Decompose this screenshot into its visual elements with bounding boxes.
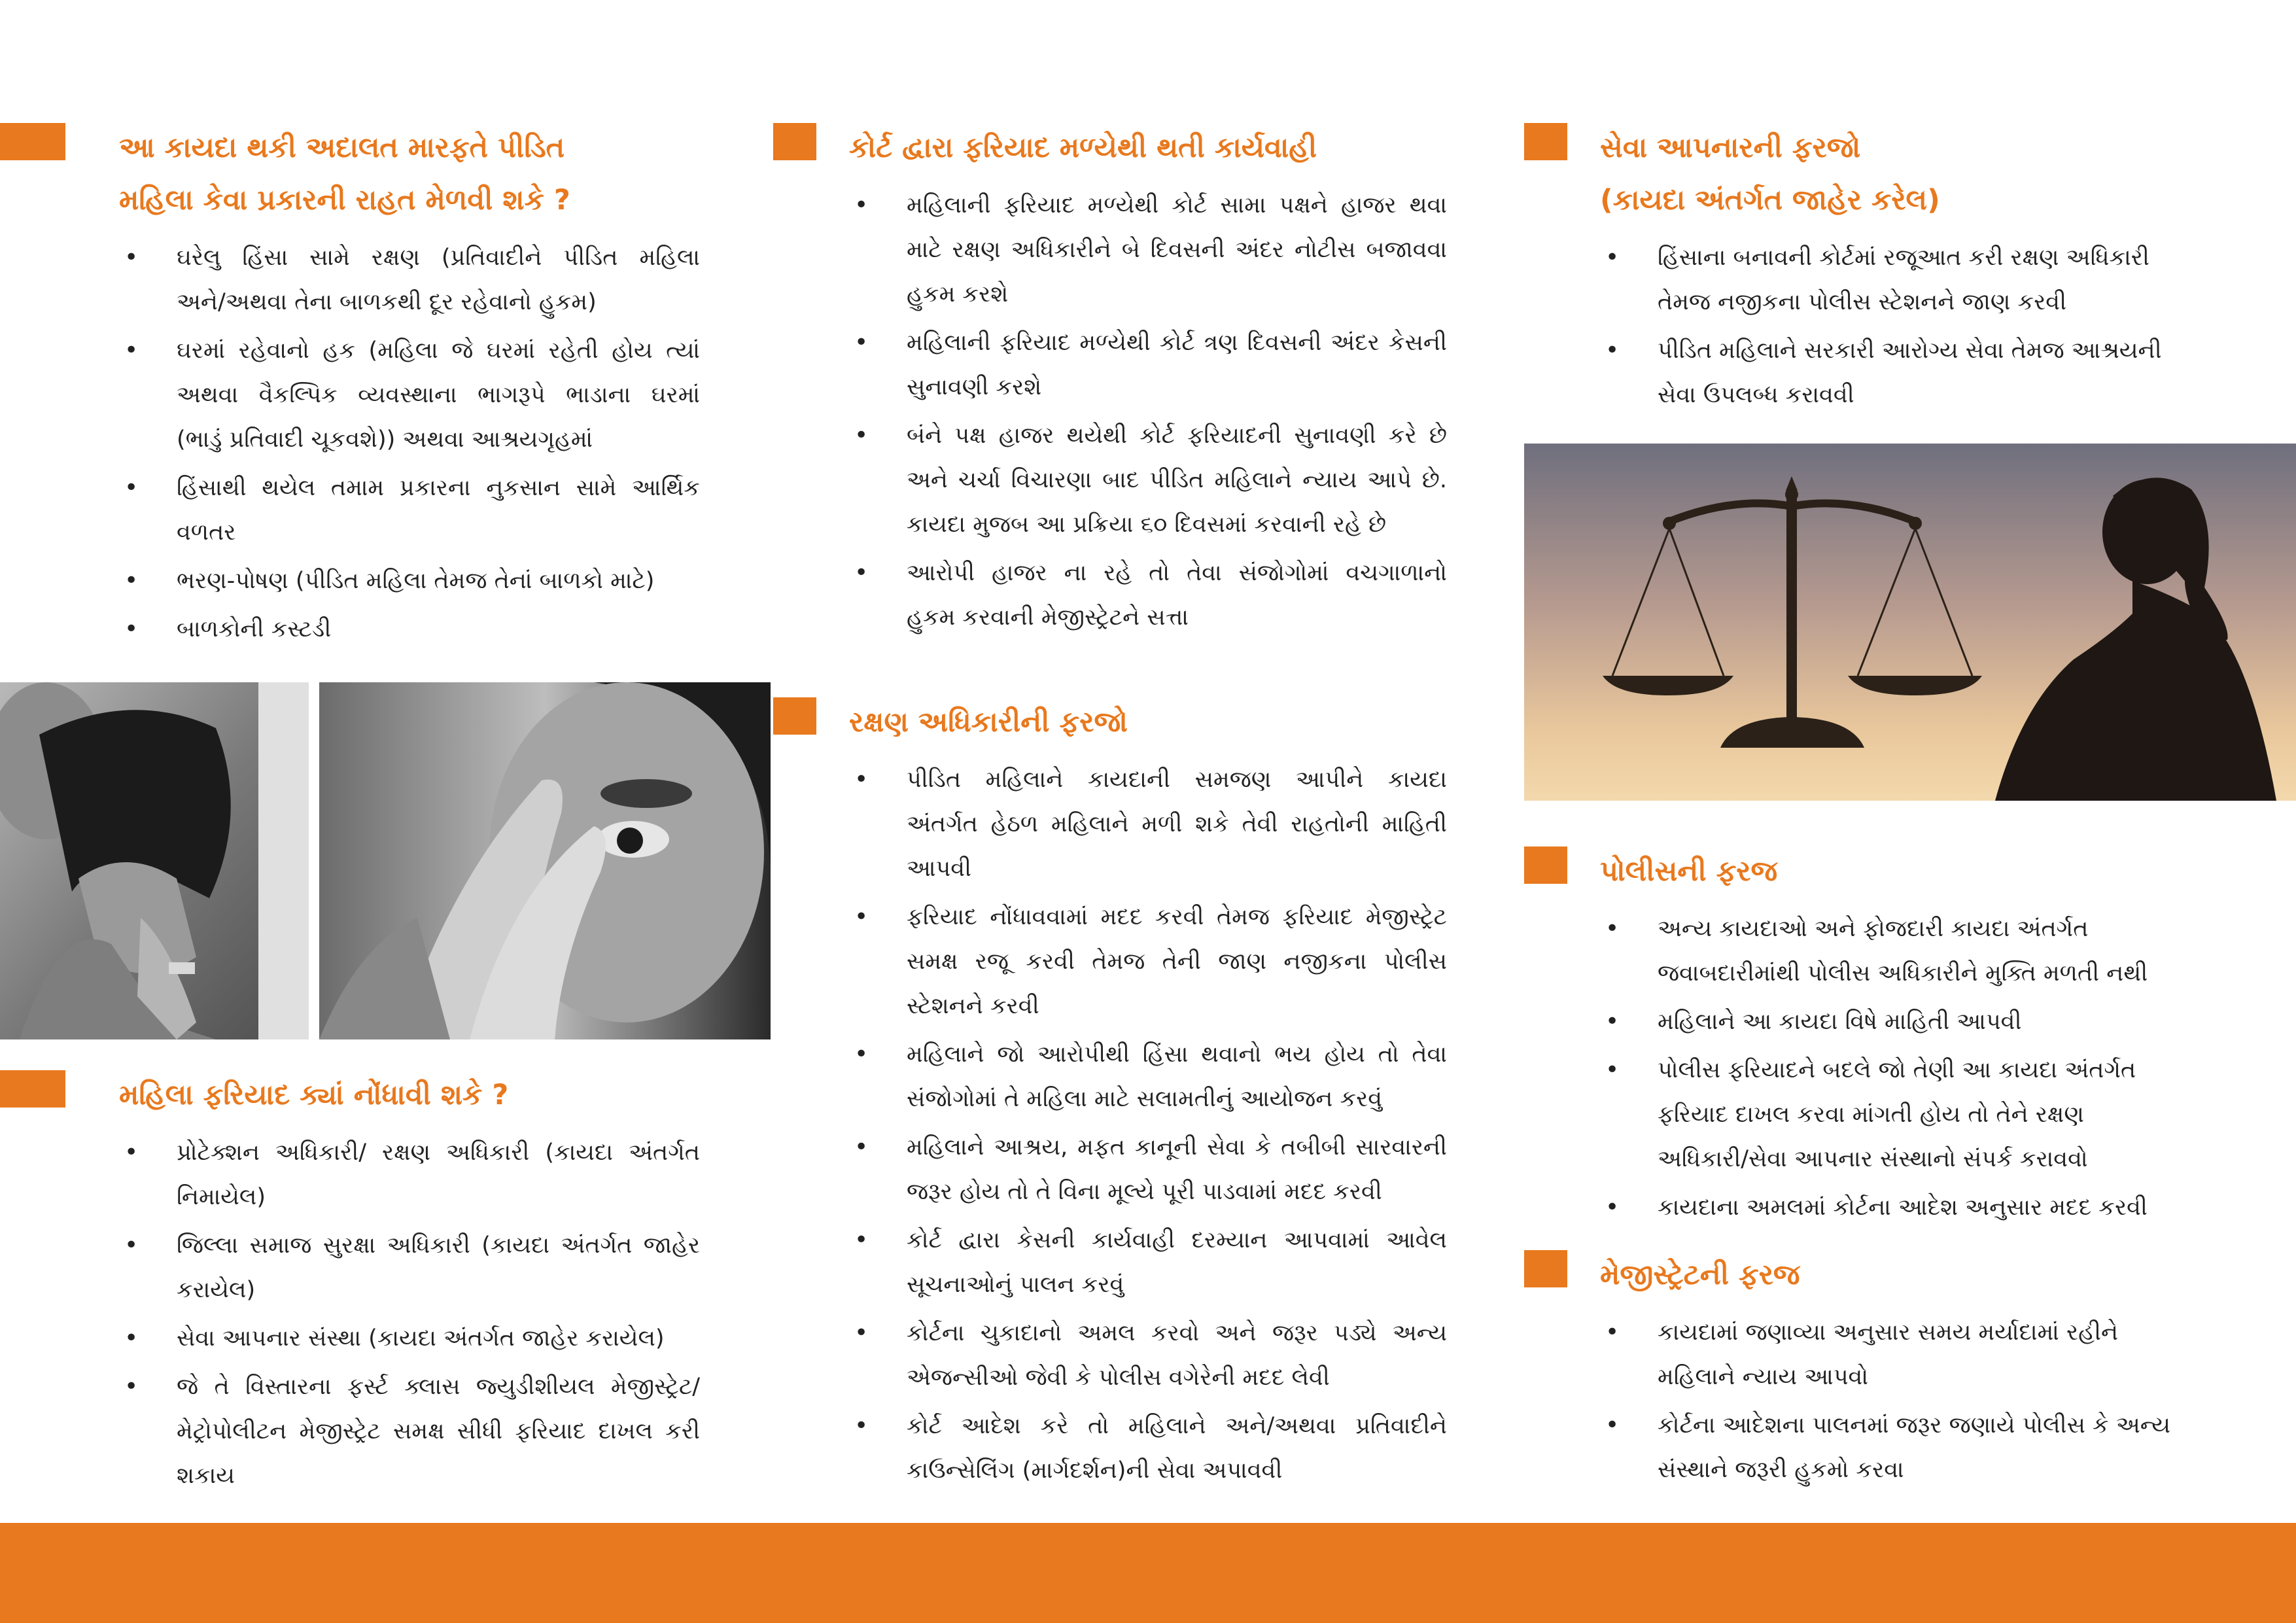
bullet-list [1600,1310,2185,1492]
list-item-line: નિમાયેલ) [177,1184,266,1210]
heading-line: કોર્ટ દ્વારા ફરિયાદ મળ્યેથી થતી કાર્યવાહી [849,131,1317,164]
section-protection-officer [773,696,1447,1497]
list-item-line: • સેવા આપનાર સંસ્થા (કાયદા અંતર્ગત જાહેર કરાયેલ) [177,1325,665,1352]
heading-text [849,696,1447,748]
list-item-line: • જે તે વિસ્તારના ફર્સ્ટ ક્લાસ જ્યુડીશીયલ મેજીસ્ટ્રેટ/ [177,1374,700,1400]
list-item-line: કરાયેલ) [177,1277,256,1303]
heading-marker [1524,1250,1567,1287]
list-item-line: • પીડિત મહિલાને સરકારી આરોગ્ય સેવા તેમજ આશ્રયની [1658,338,2162,364]
section-heading [0,122,700,226]
list-item-line: • બાળકોની કસ્ટડી [177,616,332,642]
list-item-line: સંસ્થાને જરૂરી હુકમો કરવા [1658,1457,1904,1483]
section-heading [1524,845,2185,898]
list-item-line: • પોલીસ ફરિયાદને બદલે જો તેણી આ કાયદા અંતર્ગત [1658,1057,2136,1083]
list-item [119,466,700,555]
list-item [119,559,700,603]
list-item-line: હુકમ કરવાની મેજીસ્ટ્રેટને સત્તા [907,604,1189,631]
list-item [1600,328,2185,417]
heading-text [119,122,700,226]
list-item-line: મેટ્રોપોલીટન મેજીસ્ટ્રેટ સમક્ષ સીધી ફરિયાદ દાખલ કરી [177,1418,700,1444]
list-item-line: • આરોપી હાજર ના રહે તો તેવા સંજોગોમાં વચગાળાનો [907,560,1447,586]
list-item-line: • મહિલાને આ કાયદા વિષે માહિતી આપવી [1658,1009,2022,1035]
list-item-line: વળતર [177,519,236,546]
heading-marker [1524,123,1567,160]
list-item-line: ફરિયાદ દાખલ કરવા માંગતી હોય તો તેને રક્ષણ [1658,1102,2084,1128]
list-item-line: સૂચનાઓનું પાલન કરવું [907,1272,1124,1298]
section-court-procedure [773,122,1447,644]
list-item-line: સુનાવણી કરશે [907,374,1042,400]
list-item-line: જરૂર હોય તો તે વિના મૂલ્યે પૂરી પાડવામાં મદદ કરવી [907,1179,1382,1205]
list-item-line: (ભાડું પ્રતિવાદી ચૂકવશે)) અથવા આશ્રયગૃહમાં [177,427,593,453]
footer-bar [0,1523,2296,1623]
list-item-line: કાયદા મુજબ આ પ્રક્રિયા ૬૦ દિવસમાં કરવાની રહે છે [907,512,1387,538]
heading-line: આ કાયદા થકી અદાલત મારફતે પીડિત [119,131,565,164]
list-item-line: • ઘરેલુ હિંસા સામે રક્ષણ (પ્રતિવાદીને પીડિત મહિલા [177,245,700,271]
bullet-list [119,1130,700,1498]
list-item [849,1404,1447,1493]
list-item-line: • બંને પક્ષ હાજર થયેથી કોર્ટ ફરિયાદની સુનાવણી કરે છે [907,423,1447,449]
heading-text [1600,1249,2185,1301]
list-item [1600,907,2185,996]
heading-line: (કાયદા અંતર્ગત જાહેર કરેલ) [1600,184,1940,217]
list-item-line: શકાય [177,1463,235,1489]
list-item-line: • પીડિત મહિલાને કાયદાની સમજણ આપીને કાયદા [907,767,1447,793]
list-item-line: અને/અથવા તેના બાળકથી દૂર રહેવાનો હુકમ) [177,289,597,315]
heading-marker [773,697,816,735]
list-item [849,321,1447,410]
list-item [849,895,1447,1028]
list-item-line: સમક્ષ રજૂ કરવી તેમજ તેની જાણ નજીકના પોલીસ [907,949,1447,975]
heading-text [849,122,1447,174]
woman-face-hands-photo [319,682,771,1039]
list-item-line: સ્ટેશનને કરવી [907,993,1039,1019]
section-heading [0,1069,700,1121]
bullet-list [1600,236,2185,417]
list-item-line: • કાયદાના અમલમાં કોર્ટના આદેશ અનુસાર મદદ કરવી [1658,1195,2148,1221]
list-item [849,551,1447,640]
list-item-line: સેવા ઉપલબ્ધ કરાવવી [1658,382,1854,408]
list-item [119,607,700,652]
woman-crying-photo [0,682,309,1039]
list-item-line: • મહિલાને જો આરોપીથી હિંસા થવાનો ભય હોય તો તેવા [907,1041,1447,1068]
heading-marker [0,1070,65,1108]
woman-crying-image [0,682,309,1039]
justice-scale-image [1524,444,2296,801]
list-item [849,1311,1447,1400]
list-item [1600,1185,2185,1230]
list-item-line: • મહિલાને આશ્રય, મફત કાનૂની સેવા કે તબીબી સારવારની [907,1134,1447,1161]
list-item-line: જવાબદારીમાંથી પોલીસ અધિકારીને મુક્તિ મળતી નથી [1658,960,2148,986]
list-item-line: • મહિલાની ફરિયાદ મળ્યેથી કોર્ટ સામા પક્ષને હાજર થવા [907,192,1447,218]
list-item-line: હુકમ કરશે [907,281,1009,307]
woman-face-image [319,682,771,1039]
heading-line: પોલીસની ફરજ [1600,855,1778,888]
section-heading [1524,122,2185,226]
list-item-line: • ભરણ-પોષણ (પીડિત મહિલા તેમજ તેનાં બાળકો માટે) [177,568,655,594]
section-heading [1524,1249,2185,1301]
list-item [119,1223,700,1312]
justice-scale-silhouette-photo [1524,444,2296,801]
list-item-line: • કોર્ટના આદેશના પાલનમાં જરૂર જણાયે પોલીસ કે અન્ય [1658,1412,2171,1439]
list-item-line: • હિંસાના બનાવની કોર્ટમાં રજૂઆત કરી રક્ષણ અધિકારી [1658,245,2149,271]
heading-marker [1524,846,1567,884]
heading-marker [0,123,65,160]
section-heading [773,696,1447,748]
heading-text [1600,845,2185,898]
list-item-line: • હિંસાથી થયેલ તમામ પ્રકારના નુકસાન સામે આર્થિક [177,475,700,501]
section-relief [0,122,700,655]
list-item-line: અને ચર્ચા વિચારણા બાદ પીડિત મહિલાને ન્યાય આપે છે. [907,467,1447,493]
list-item [119,1130,700,1219]
heading-text [119,1069,700,1121]
list-item [849,1032,1447,1121]
list-item-line: • જિલ્લા સમાજ સુરક્ષા અધિકારી (કાયદા અંતર્ગત જાહેર [177,1232,700,1259]
section-service-provider [1524,122,2185,421]
bullet-list [119,236,700,652]
list-item [849,1218,1447,1307]
list-item [1600,1403,2185,1492]
heading-line: મહિલા ફરિયાદ ક્યાં નોંધાવી શકે ? [119,1079,509,1111]
list-item [1600,236,2185,324]
list-item [849,413,1447,547]
list-item [1600,1048,2185,1181]
bullet-list [1600,907,2185,1230]
list-item-line: • મહિલાની ફરિયાદ મળ્યેથી કોર્ટ ત્રણ દિવસની અંદર કેસની [907,330,1447,356]
list-item-line: • ફરિયાદ નોંધાવવામાં મદદ કરવી તેમજ ફરિયાદ મેજીસ્ટ્રેટ [907,904,1447,930]
list-item-line: • ઘરમાં રહેવાનો હક (મહિલા જે ઘરમાં રહેતી હોય ત્યાં [177,338,700,364]
list-item-line: • પ્રોટેક્શન અધિકારી/ રક્ષણ અધિકારી (કાયદા અંતર્ગત [177,1140,700,1166]
list-item-line: • કોર્ટના ચુકાદાનો અમલ કરવો અને જરૂર પડ્યે અન્ય [907,1320,1447,1346]
list-item-line: • કોર્ટ દ્વારા કેસની કાર્યવાહી દરમ્યાન આપવામાં આવેલ [907,1227,1447,1253]
list-item-line: અંતર્ગત હેઠળ મહિલાને મળી શકે તેવી રાહતોની માહિતી [907,811,1447,837]
section-complaint [0,1069,700,1502]
bullet-list [849,758,1447,1493]
list-item-line: અથવા વૈકલ્પિક વ્યવસ્થાના ભાગરૂપે ભાડાના ઘરમાં [177,382,700,408]
list-item-line: • કોર્ટ આદેશ કરે તો મહિલાને અને/અથવા પ્રતિવાદીને [907,1413,1447,1439]
heading-marker [773,123,816,160]
list-item-line: કાઉન્સેલિંગ (માર્ગદર્શન)ની સેવા અપાવવી [907,1457,1283,1484]
section-heading [773,122,1447,174]
heading-line: મેજીસ્ટ્રેટની ફરજ [1600,1259,1800,1291]
list-item-line: આપવી [907,856,972,882]
list-item [1600,1310,2185,1399]
heading-line: મહિલા કેવા પ્રકારની રાહત મેળવી શકે ? [119,184,570,217]
list-item [119,1316,700,1361]
list-item [1600,1000,2185,1044]
list-item-line: અધિકારી/સેવા આપનાર સંસ્થાનો સંપર્ક કરાવવો [1658,1146,2088,1172]
section-magistrate [1524,1249,2185,1496]
heading-line: સેવા આપનારની ફરજો [1600,131,1861,164]
heading-line: રક્ષણ અધિકારીની ફરજો [849,706,1128,739]
list-item [849,1125,1447,1214]
list-item-line: • કાયદામાં જણાવ્યા અનુસાર સમય મર્યાદામાં રહીને [1658,1319,2119,1346]
list-item-line: માટે રક્ષણ અધિકારીને બે દિવસની અંદર નોટીસ બજાવવા [907,237,1447,263]
heading-text [1600,122,2185,226]
list-item [119,236,700,324]
bullet-list [849,183,1447,640]
section-police [1524,845,2185,1234]
list-item-line: એજન્સીઓ જેવી કે પોલીસ વગેરેની મદદ લેવી [907,1365,1330,1391]
list-item-line: સંજોગોમાં તે મહિલા માટે સલામતીનું આયોજન કરવું [907,1086,1383,1112]
list-item-line: • અન્ય કાયદાઓ અને ફોજદારી કાયદા અંતર્ગત [1658,916,2089,942]
list-item [849,758,1447,891]
list-item-line: તેમજ નજીકના પોલીસ સ્ટેશનને જાણ કરવી [1658,289,2067,315]
list-item-line: મહિલાને ન્યાય આપવો [1658,1364,1869,1390]
list-item [119,1365,700,1498]
list-item [849,183,1447,317]
list-item [119,328,700,462]
